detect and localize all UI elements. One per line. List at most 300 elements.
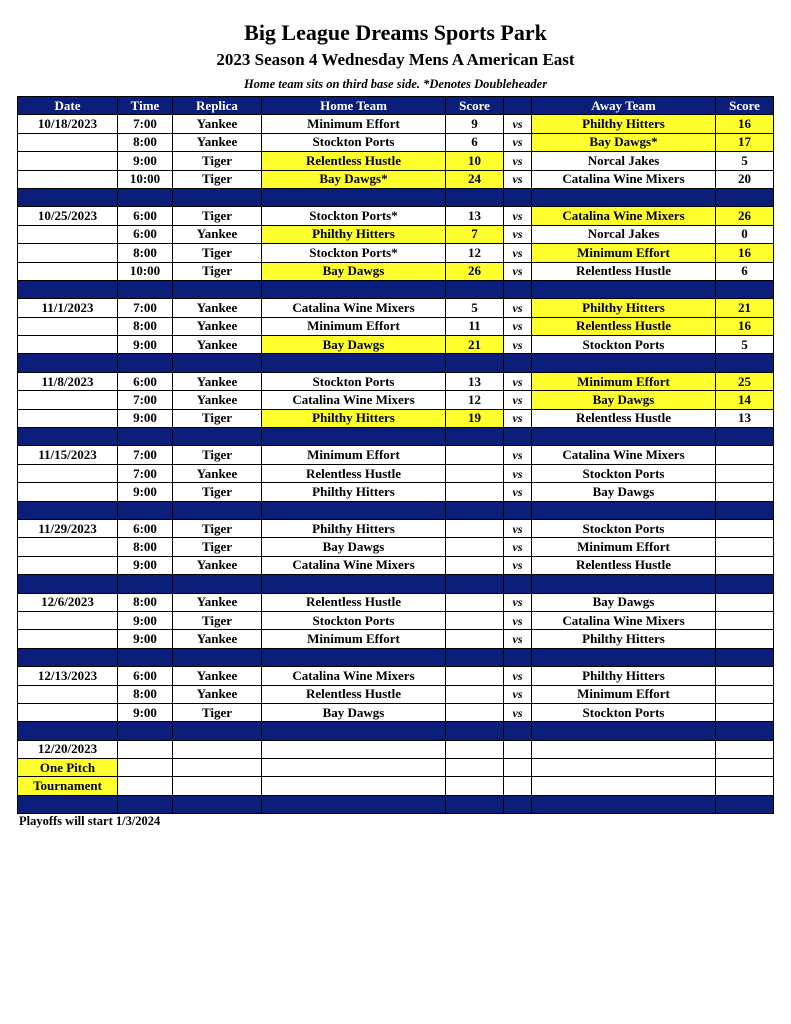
replica-cell: Yankee <box>173 556 262 574</box>
away-score-cell <box>716 593 774 611</box>
away-team-cell: Stockton Ports <box>532 464 716 482</box>
empty-cell <box>118 759 173 777</box>
replica-cell: Yankee <box>173 225 262 243</box>
separator-cell <box>18 575 118 593</box>
date-cell <box>18 611 118 629</box>
time-cell: 7:00 <box>118 464 173 482</box>
time-cell: 8:00 <box>118 244 173 262</box>
table-row <box>18 519 774 537</box>
date-cell <box>18 317 118 335</box>
away-team-cell: Minimum Effort <box>532 538 716 556</box>
away-score-cell: 26 <box>716 207 774 225</box>
away-score-cell: 6 <box>716 262 774 280</box>
empty-cell <box>532 740 716 758</box>
separator-cell <box>262 280 446 298</box>
away-score-cell <box>716 538 774 556</box>
home-team-cell: Philthy Hitters <box>262 409 446 427</box>
vs-cell: vs <box>504 593 532 611</box>
replica-cell: Tiger <box>173 538 262 556</box>
separator-cell <box>446 795 504 813</box>
table-row <box>18 759 774 777</box>
away-team-cell: Catalina Wine Mixers <box>532 207 716 225</box>
time-cell: 7:00 <box>118 115 173 133</box>
empty-cell <box>446 759 504 777</box>
table-row <box>18 244 774 262</box>
away-team-cell: Bay Dawgs <box>532 391 716 409</box>
separator-cell <box>173 575 262 593</box>
time-cell: 9:00 <box>118 703 173 721</box>
separator-cell <box>173 280 262 298</box>
home-team-cell: Stockton Ports <box>262 372 446 390</box>
away-score-cell <box>716 519 774 537</box>
separator-cell <box>446 501 504 519</box>
replica-cell: Yankee <box>173 630 262 648</box>
replica-cell: Yankee <box>173 317 262 335</box>
empty-cell <box>716 777 774 795</box>
separator-cell <box>446 648 504 666</box>
away-score-cell: 21 <box>716 299 774 317</box>
date-cell <box>18 409 118 427</box>
vs-cell: vs <box>504 152 532 170</box>
replica-cell: Tiger <box>173 611 262 629</box>
away-team-cell: Minimum Effort <box>532 372 716 390</box>
away-team-cell: Relentless Hustle <box>532 409 716 427</box>
away-score-cell <box>716 611 774 629</box>
date-cell <box>18 152 118 170</box>
date-cell <box>18 170 118 188</box>
away-team-cell: Norcal Jakes <box>532 225 716 243</box>
home-score-cell: 6 <box>446 133 504 151</box>
table-row <box>18 777 774 795</box>
playoffs-note: Playoffs will start 1/3/2024 <box>19 814 161 828</box>
home-score-cell: 12 <box>446 391 504 409</box>
home-team-cell: Catalina Wine Mixers <box>262 391 446 409</box>
separator-cell <box>446 575 504 593</box>
schedule-table-container <box>17 96 773 814</box>
separator-cell <box>118 188 173 206</box>
home-team-cell: Philthy Hitters <box>262 519 446 537</box>
home-score-cell: 10 <box>446 152 504 170</box>
date-cell <box>18 336 118 354</box>
vs-cell: vs <box>504 317 532 335</box>
week-separator <box>18 648 774 666</box>
col-header-away-team: Away Team <box>532 97 716 115</box>
replica-cell: Yankee <box>173 667 262 685</box>
time-cell: 6:00 <box>118 667 173 685</box>
separator-cell <box>173 354 262 372</box>
home-team-cell: Catalina Wine Mixers <box>262 299 446 317</box>
vs-cell: vs <box>504 446 532 464</box>
away-score-cell <box>716 685 774 703</box>
away-score-cell: 16 <box>716 244 774 262</box>
away-score-cell <box>716 556 774 574</box>
table-row <box>18 446 774 464</box>
col-header-home-team: Home Team <box>262 97 446 115</box>
away-team-cell: Catalina Wine Mixers <box>532 611 716 629</box>
away-score-cell: 17 <box>716 133 774 151</box>
table-row <box>18 115 774 133</box>
home-score-cell: 26 <box>446 262 504 280</box>
tournament-date-cell: 12/20/2023 <box>18 740 118 758</box>
table-row <box>18 703 774 721</box>
separator-cell <box>532 722 716 740</box>
home-score-cell <box>446 685 504 703</box>
separator-cell <box>18 501 118 519</box>
home-team-cell: Minimum Effort <box>262 630 446 648</box>
away-team-cell: Bay Dawgs* <box>532 133 716 151</box>
vs-cell: vs <box>504 667 532 685</box>
time-cell: 8:00 <box>118 317 173 335</box>
away-score-cell: 5 <box>716 336 774 354</box>
separator-cell <box>118 575 173 593</box>
away-team-cell: Bay Dawgs <box>532 483 716 501</box>
empty-cell <box>262 777 446 795</box>
page-subtitle: 2023 Season 4 Wednesday Mens A American East <box>216 50 575 69</box>
separator-cell <box>504 575 532 593</box>
time-cell: 9:00 <box>118 336 173 354</box>
separator-cell <box>504 795 532 813</box>
col-header-away-score: Score <box>716 97 774 115</box>
separator-cell <box>446 354 504 372</box>
home-score-cell: 12 <box>446 244 504 262</box>
replica-cell: Tiger <box>173 262 262 280</box>
home-team-cell: Catalina Wine Mixers <box>262 556 446 574</box>
time-cell: 7:00 <box>118 391 173 409</box>
home-score-cell <box>446 630 504 648</box>
separator-cell <box>262 501 446 519</box>
date-cell <box>18 630 118 648</box>
col-header-date: Date <box>18 97 118 115</box>
away-team-cell: Relentless Hustle <box>532 556 716 574</box>
week-separator <box>18 428 774 446</box>
vs-cell: vs <box>504 703 532 721</box>
away-team-cell: Stockton Ports <box>532 703 716 721</box>
separator-cell <box>18 648 118 666</box>
away-team-cell: Relentless Hustle <box>532 262 716 280</box>
home-team-cell: Bay Dawgs <box>262 703 446 721</box>
date-cell <box>18 244 118 262</box>
away-score-cell: 14 <box>716 391 774 409</box>
away-team-cell: Catalina Wine Mixers <box>532 170 716 188</box>
col-header-replica: Replica <box>173 97 262 115</box>
separator-cell <box>716 428 774 446</box>
vs-cell: vs <box>504 336 532 354</box>
table-row <box>18 611 774 629</box>
empty-cell <box>262 759 446 777</box>
home-score-cell <box>446 611 504 629</box>
vs-cell: vs <box>504 225 532 243</box>
home-team-cell: Relentless Hustle <box>262 685 446 703</box>
table-row <box>18 667 774 685</box>
separator-cell <box>504 188 532 206</box>
away-score-cell: 20 <box>716 170 774 188</box>
replica-cell: Yankee <box>173 391 262 409</box>
home-team-cell: Catalina Wine Mixers <box>262 667 446 685</box>
date-cell <box>18 464 118 482</box>
tournament-label-cell: One Pitch <box>18 759 118 777</box>
vs-cell: vs <box>504 391 532 409</box>
week-separator <box>18 280 774 298</box>
empty-cell <box>118 777 173 795</box>
separator-cell <box>118 280 173 298</box>
home-team-cell: Stockton Ports <box>262 611 446 629</box>
table-row <box>18 317 774 335</box>
table-row <box>18 556 774 574</box>
table-row <box>18 538 774 556</box>
home-team-cell: Minimum Effort <box>262 317 446 335</box>
date-cell: 10/25/2023 <box>18 207 118 225</box>
separator-cell <box>262 188 446 206</box>
time-cell: 10:00 <box>118 170 173 188</box>
empty-cell <box>716 740 774 758</box>
separator-cell <box>716 280 774 298</box>
date-cell <box>18 703 118 721</box>
replica-cell: Tiger <box>173 483 262 501</box>
date-cell: 11/8/2023 <box>18 372 118 390</box>
home-score-cell <box>446 483 504 501</box>
empty-cell <box>118 740 173 758</box>
away-team-cell: Minimum Effort <box>532 244 716 262</box>
home-team-cell: Stockton Ports* <box>262 244 446 262</box>
separator-cell <box>532 280 716 298</box>
replica-cell: Tiger <box>173 446 262 464</box>
empty-cell <box>532 777 716 795</box>
away-team-cell: Philthy Hitters <box>532 630 716 648</box>
home-team-cell: Relentless Hustle <box>262 152 446 170</box>
home-score-cell: 13 <box>446 372 504 390</box>
separator-cell <box>532 575 716 593</box>
time-cell: 9:00 <box>118 611 173 629</box>
vs-cell: vs <box>504 262 532 280</box>
home-score-cell: 19 <box>446 409 504 427</box>
away-score-cell <box>716 667 774 685</box>
replica-cell: Yankee <box>173 336 262 354</box>
away-team-cell: Philthy Hitters <box>532 115 716 133</box>
table-row <box>18 372 774 390</box>
home-team-cell: Stockton Ports <box>262 133 446 151</box>
separator-cell <box>262 648 446 666</box>
week-separator <box>18 795 774 813</box>
separator-cell <box>532 648 716 666</box>
vs-cell: vs <box>504 170 532 188</box>
separator-cell <box>18 280 118 298</box>
home-team-cell: Relentless Hustle <box>262 593 446 611</box>
vs-cell: vs <box>504 556 532 574</box>
vs-cell: vs <box>504 611 532 629</box>
tournament-label-cell: Tournament <box>18 777 118 795</box>
away-team-cell: Catalina Wine Mixers <box>532 446 716 464</box>
separator-cell <box>532 428 716 446</box>
away-team-cell: Minimum Effort <box>532 685 716 703</box>
separator-cell <box>446 722 504 740</box>
separator-cell <box>262 795 446 813</box>
time-cell: 9:00 <box>118 409 173 427</box>
away-team-cell: Stockton Ports <box>532 519 716 537</box>
replica-cell: Yankee <box>173 115 262 133</box>
away-score-cell: 13 <box>716 409 774 427</box>
separator-cell <box>262 354 446 372</box>
away-score-cell: 16 <box>716 317 774 335</box>
separator-cell <box>118 501 173 519</box>
separator-cell <box>504 501 532 519</box>
empty-cell <box>446 777 504 795</box>
vs-cell: vs <box>504 244 532 262</box>
home-score-cell: 13 <box>446 207 504 225</box>
separator-cell <box>18 722 118 740</box>
time-cell: 6:00 <box>118 207 173 225</box>
replica-cell: Yankee <box>173 133 262 151</box>
table-row <box>18 133 774 151</box>
time-cell: 10:00 <box>118 262 173 280</box>
separator-cell <box>532 501 716 519</box>
col-header-time: Time <box>118 97 173 115</box>
separator-cell <box>446 428 504 446</box>
time-cell: 9:00 <box>118 152 173 170</box>
separator-cell <box>173 795 262 813</box>
separator-cell <box>118 648 173 666</box>
separator-cell <box>532 354 716 372</box>
table-row <box>18 262 774 280</box>
table-row <box>18 740 774 758</box>
separator-cell <box>18 795 118 813</box>
separator-cell <box>716 722 774 740</box>
date-cell: 11/15/2023 <box>18 446 118 464</box>
time-cell: 7:00 <box>118 446 173 464</box>
empty-cell <box>173 777 262 795</box>
time-cell: 8:00 <box>118 133 173 151</box>
table-row <box>18 391 774 409</box>
replica-cell: Yankee <box>173 593 262 611</box>
home-score-cell: 11 <box>446 317 504 335</box>
home-score-cell <box>446 556 504 574</box>
page-title: Big League Dreams Sports Park <box>244 20 547 45</box>
separator-cell <box>173 501 262 519</box>
separator-cell <box>18 354 118 372</box>
empty-cell <box>504 759 532 777</box>
schedule-body <box>18 115 774 814</box>
home-score-cell <box>446 446 504 464</box>
separator-cell <box>173 428 262 446</box>
separator-cell <box>118 354 173 372</box>
vs-cell: vs <box>504 115 532 133</box>
week-separator <box>18 501 774 519</box>
home-team-cell: Minimum Effort <box>262 446 446 464</box>
empty-cell <box>532 759 716 777</box>
separator-cell <box>118 795 173 813</box>
home-score-cell: 21 <box>446 336 504 354</box>
home-team-cell: Philthy Hitters <box>262 225 446 243</box>
away-score-cell <box>716 703 774 721</box>
replica-cell: Tiger <box>173 703 262 721</box>
vs-cell: vs <box>504 483 532 501</box>
time-cell: 9:00 <box>118 630 173 648</box>
separator-cell <box>532 188 716 206</box>
col-header-home-score: Score <box>446 97 504 115</box>
home-score-cell <box>446 519 504 537</box>
vs-cell: vs <box>504 372 532 390</box>
separator-cell <box>504 428 532 446</box>
vs-cell: vs <box>504 133 532 151</box>
home-score-cell <box>446 538 504 556</box>
vs-cell: vs <box>504 630 532 648</box>
home-team-cell: Bay Dawgs <box>262 262 446 280</box>
time-cell: 8:00 <box>118 538 173 556</box>
home-score-cell <box>446 464 504 482</box>
home-score-cell <box>446 593 504 611</box>
home-score-cell: 9 <box>446 115 504 133</box>
separator-cell <box>173 188 262 206</box>
replica-cell: Tiger <box>173 244 262 262</box>
vs-cell: vs <box>504 519 532 537</box>
empty-cell <box>446 740 504 758</box>
empty-cell <box>716 759 774 777</box>
separator-cell <box>504 648 532 666</box>
date-cell: 12/6/2023 <box>18 593 118 611</box>
away-score-cell <box>716 483 774 501</box>
replica-cell: Tiger <box>173 170 262 188</box>
time-cell: 6:00 <box>118 519 173 537</box>
schedule-note: Home team sits on third base side. *Denotes Doubleheader <box>243 77 548 91</box>
separator-cell <box>446 188 504 206</box>
separator-cell <box>173 648 262 666</box>
separator-cell <box>18 428 118 446</box>
separator-cell <box>262 722 446 740</box>
replica-cell: Tiger <box>173 152 262 170</box>
week-separator <box>18 722 774 740</box>
separator-cell <box>716 188 774 206</box>
date-cell <box>18 483 118 501</box>
table-row <box>18 207 774 225</box>
away-team-cell: Relentless Hustle <box>532 317 716 335</box>
separator-cell <box>504 354 532 372</box>
time-cell: 8:00 <box>118 593 173 611</box>
time-cell: 6:00 <box>118 372 173 390</box>
replica-cell: Tiger <box>173 409 262 427</box>
table-row <box>18 152 774 170</box>
home-score-cell <box>446 667 504 685</box>
separator-cell <box>532 795 716 813</box>
time-cell: 9:00 <box>118 556 173 574</box>
home-team-cell: Relentless Hustle <box>262 464 446 482</box>
replica-cell: Yankee <box>173 685 262 703</box>
empty-cell <box>262 740 446 758</box>
away-score-cell <box>716 464 774 482</box>
home-score-cell: 24 <box>446 170 504 188</box>
vs-cell: vs <box>504 409 532 427</box>
replica-cell: Tiger <box>173 519 262 537</box>
separator-cell <box>173 722 262 740</box>
away-team-cell: Stockton Ports <box>532 336 716 354</box>
date-cell: 11/29/2023 <box>18 519 118 537</box>
table-row <box>18 483 774 501</box>
replica-cell: Tiger <box>173 207 262 225</box>
date-cell <box>18 262 118 280</box>
separator-cell <box>716 575 774 593</box>
table-row <box>18 170 774 188</box>
vs-cell: vs <box>504 299 532 317</box>
away-score-cell <box>716 446 774 464</box>
empty-cell <box>173 759 262 777</box>
separator-cell <box>118 428 173 446</box>
separator-cell <box>716 795 774 813</box>
vs-cell: vs <box>504 538 532 556</box>
table-row <box>18 225 774 243</box>
away-score-cell: 16 <box>716 115 774 133</box>
home-score-cell: 7 <box>446 225 504 243</box>
week-separator <box>18 575 774 593</box>
table-row <box>18 593 774 611</box>
home-team-cell: Bay Dawgs <box>262 538 446 556</box>
